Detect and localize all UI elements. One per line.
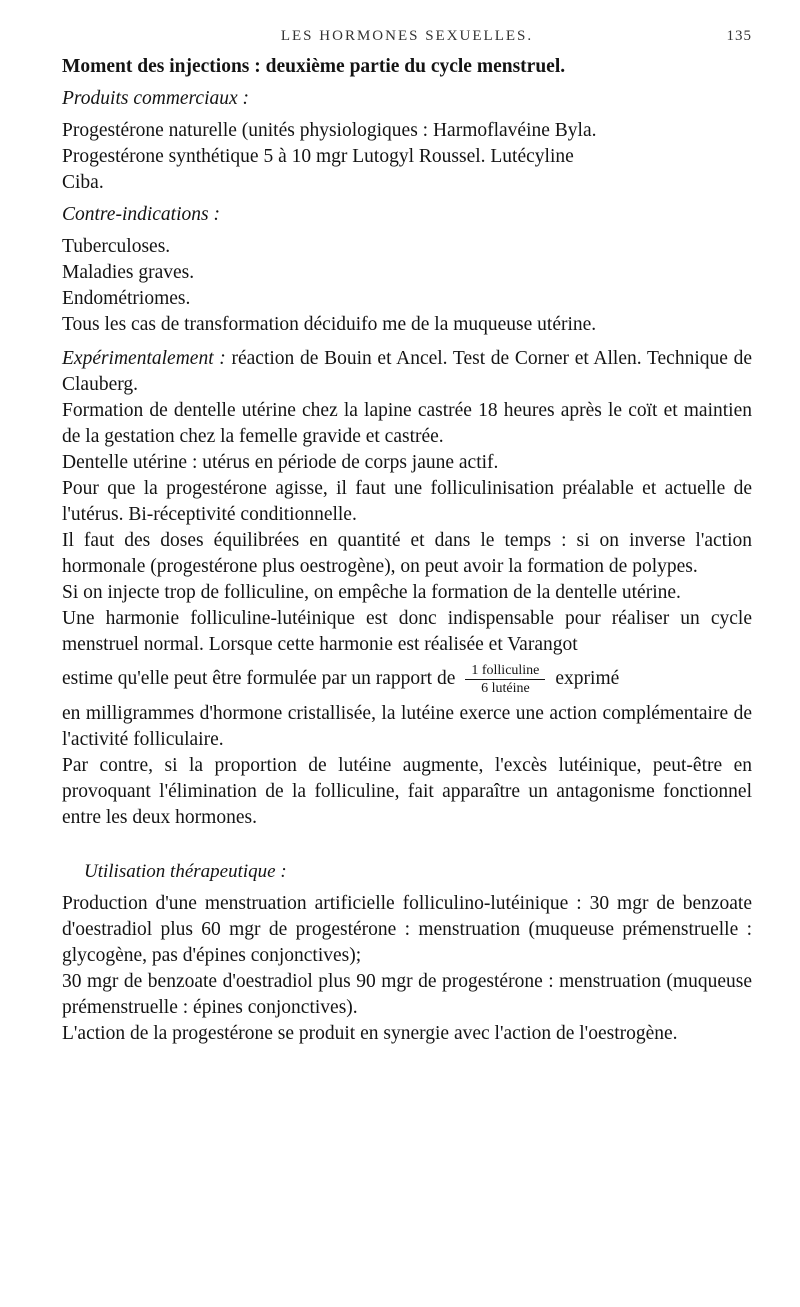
ratio-fraction — [465, 662, 545, 697]
dentelle-formation-paragraph: Formation de dentelle utérine chez la lapine castrée 18 heures après le coït et maintien de la gestation chez la femelle gravide et castrée. — [62, 400, 752, 447]
running-head — [62, 28, 752, 54]
fraction-denominator: 6 lutéine — [481, 681, 530, 696]
antagonism-paragraph: Par contre, si la proportion de lutéine augmente, l'excès lutéinique, peut-être en provoquant l'élimination de la folliculine, fait apparaître un antagonisme fonctionnel entre les deux hormones. — [62, 755, 752, 828]
products-line-3: Ciba. — [62, 172, 104, 193]
ratio-line — [62, 662, 752, 697]
contra-item: Endométriomes. — [62, 288, 191, 309]
running-title: LES HORMONES SEXUELLES. — [280, 28, 534, 44]
book-page — [62, 28, 752, 1047]
dentelle-definition-paragraph: Dentelle utérine : utérus en période de corps jaune actif. — [62, 452, 499, 473]
therapy-paragraph-1: Production d'une menstruation artificielle folliculino-lutéinique : 30 mgr de benzoate d'oestradiol plus 60 mgr de progestérone : menstruation (muqueuse prémenstruelle : glycogène, pas d'épines conjonctives); — [62, 893, 752, 966]
experimental-text: réaction de Bouin et Ancel. Test de Corner et Allen. Technique de Clauberg. — [62, 348, 752, 395]
contra-item: Tuberculoses. — [62, 236, 171, 257]
therapy-paragraph-2: 30 mgr de benzoate d'oestradiol plus 90 mgr de progestérone : menstruation (muqueuse prémenstruelle : épines conjonctives). — [62, 971, 752, 1018]
harmony-text-d: en milligrammes d'hormone cristallisée, la lutéine exerce une action complémentaire de l'activité folliculaire. — [62, 703, 752, 750]
therapy-paragraph-3: L'action de la progestérone se produit en synergie avec l'action de l'oestrogène. — [62, 1023, 678, 1044]
harmony-text-b: estime qu'elle peut être formulée par un rapport de — [62, 667, 456, 689]
products-heading: Produits commerciaux : — [62, 88, 250, 109]
folliculine-excess-paragraph: Si on injecte trop de folliculine, on empêche la formation de la dentelle utérine. — [62, 582, 681, 603]
fraction-numerator: 1 folliculine — [465, 662, 545, 680]
doses-paragraph: Il faut des doses équilibrées en quantité et dans le temps : si on inverse l'action hormonale (progestérone plus oestrogène), on peut avoir la formation de polypes. — [62, 530, 752, 577]
products-line-1: Progestérone naturelle (unités physiologiques : Harmoflavéine Byla. — [62, 120, 597, 141]
folliculinisation-paragraph: Pour que la progestérone agisse, il faut une folliculinisation préalable et actuelle de l'utérus. Bi-réceptivité conditionnelle. — [62, 478, 752, 525]
contra-item: Tous les cas de transformation déciduifo me de la muqueuse utérine. — [62, 314, 597, 335]
products-line-2: Progestérone synthétique 5 à 10 mgr Lutogyl Roussel. Lutécyline — [62, 146, 574, 167]
harmony-paragraph — [62, 606, 752, 658]
page-number: 135 — [726, 28, 752, 44]
contra-heading: Contre-indications : — [62, 204, 220, 225]
experimental-paragraph — [62, 346, 752, 398]
contra-item: Maladies graves. — [62, 262, 195, 283]
injection-moment: Moment des injections : deuxième partie du cycle menstruel. — [62, 56, 566, 77]
harmony-text-c: exprimé — [555, 667, 620, 689]
therapy-heading: Utilisation thérapeutique : — [84, 861, 287, 882]
experimental-label: Expérimentalement : — [62, 348, 226, 369]
harmony-text-a: Une harmonie folliculine-lutéinique est donc indispensable pour réaliser un cycle menstruel normal. Lorsque cette harmonie est réalisée et Varangot — [62, 608, 752, 655]
